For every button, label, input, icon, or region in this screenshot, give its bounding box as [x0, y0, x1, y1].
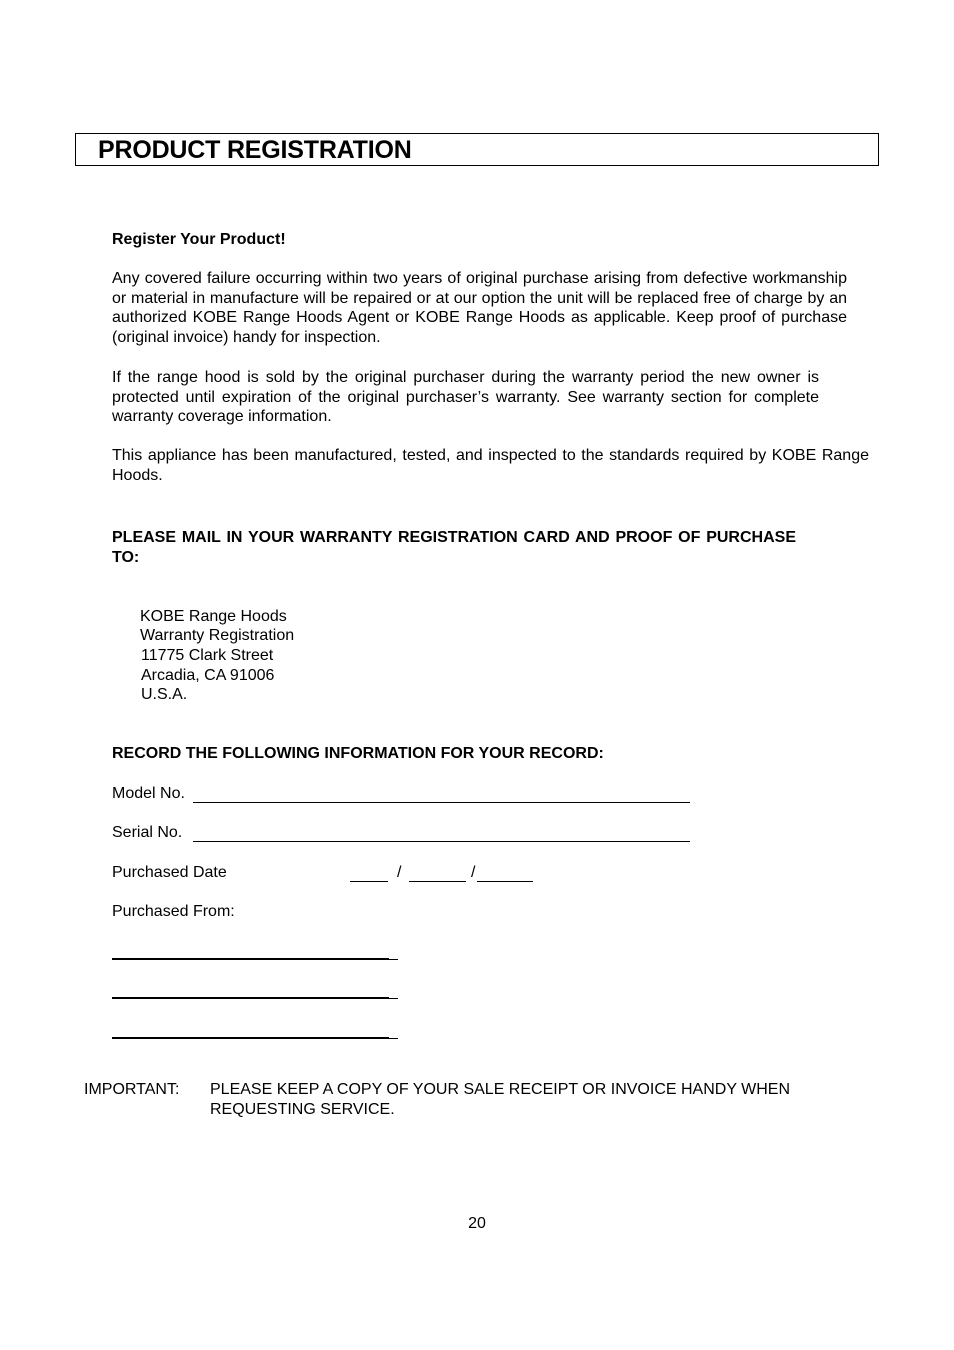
address-line-street: 11775 Clark Street [141, 647, 274, 664]
title-box [75, 133, 879, 166]
date-month-line[interactable] [350, 881, 388, 882]
date-separator: / [471, 864, 476, 881]
purchased-from-label: Purchased From: [112, 903, 235, 920]
purchased-from-line[interactable] [112, 997, 389, 999]
date-separator: / [397, 864, 402, 881]
important-label: IMPORTANT: [84, 1081, 180, 1098]
warranty-paragraph: Any covered failure occurring within two years of original purchase arising from defective workmanship or material in manufacture will be repaired or at our option the unit will be replaced free of charge by an authorized KOBE Range Hoods Agent or KOBE Range Hoods as applicable. Keep proof of purchase (original invoice) handy for inspection. [112, 270, 847, 347]
line-tail [389, 959, 398, 960]
purchased-from-line[interactable] [112, 1037, 389, 1039]
purchased-from-line[interactable] [112, 958, 389, 960]
date-year-line[interactable] [477, 881, 533, 882]
standards-paragraph: This appliance has been manufactured, tested, and inspected to the standards required by KOBE Range Hoods. [112, 447, 869, 484]
transfer-paragraph: If the range hood is sold by the original purchaser during the warranty period the new owner is protected until expiration of the original purchaser’s warranty. See warranty section for complete warranty coverage information. [112, 369, 819, 426]
serial-label: Serial No. [112, 824, 183, 841]
address-line-country: U.S.A. [141, 686, 188, 703]
line-tail [389, 998, 398, 999]
register-heading: Register Your Product! [112, 231, 286, 248]
line-tail [389, 1038, 398, 1039]
page-title: PRODUCT REGISTRATION [98, 136, 412, 164]
model-label: Model No. [112, 785, 185, 802]
important-text: PLEASE KEEP A COPY OF YOUR SALE RECEIPT OR INVOICE HANDY WHEN REQUESTING SERVICE. [210, 1081, 791, 1118]
mail-heading: PLEASE MAIL IN YOUR WARRANTY REGISTRATION CARD AND PROOF OF PURCHASE TO: [112, 529, 796, 566]
address-line-city: Arcadia, CA 91006 [141, 667, 275, 684]
record-heading: RECORD THE FOLLOWING INFORMATION FOR YOUR RECORD: [112, 745, 604, 762]
date-label: Purchased Date [112, 864, 227, 881]
model-field-line[interactable] [193, 802, 690, 803]
address-line-company: KOBE Range Hoods [140, 608, 287, 625]
address-line-department: Warranty Registration [140, 627, 295, 644]
date-day-line[interactable] [409, 881, 466, 882]
serial-field-line[interactable] [193, 841, 690, 842]
page-number: 20 [468, 1215, 486, 1232]
